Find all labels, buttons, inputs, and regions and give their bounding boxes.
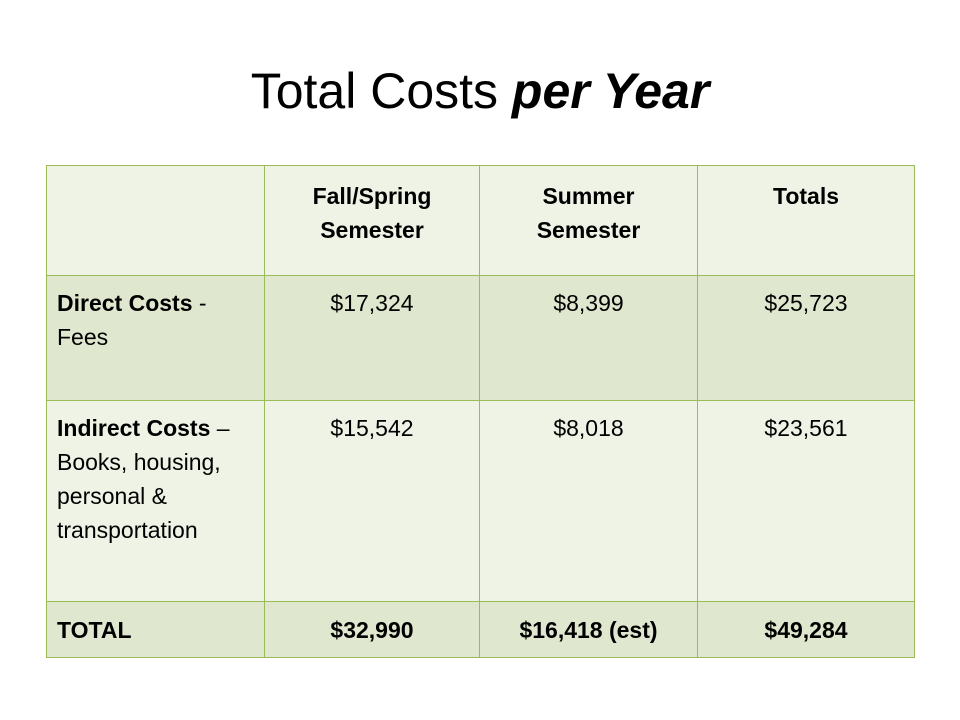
header-fall-spring: Fall/Spring Semester	[265, 166, 480, 276]
table-row-indirect-costs	[47, 401, 915, 602]
row-label-direct-costs	[47, 276, 265, 401]
cell-total-grand: $49,284	[698, 602, 915, 658]
cell-total-summer: $16,418 (est)	[480, 602, 698, 658]
cell-total-fall-spring: $32,990	[265, 602, 480, 658]
title-emphasis: per Year	[511, 63, 710, 119]
row-label-strong: Indirect Costs	[57, 415, 211, 441]
cell-indirect-summer: $8,018	[480, 401, 698, 602]
cell-direct-summer: $8,399	[480, 276, 698, 401]
row-label-detail: - Fees	[57, 290, 207, 350]
row-label-total: TOTAL	[47, 602, 265, 658]
header-empty-cell	[47, 166, 265, 276]
slide-title	[0, 56, 960, 126]
cell-direct-fall-spring: $17,324	[265, 276, 480, 401]
header-summer: Summer Semester	[480, 166, 698, 276]
table-row-direct-costs	[47, 276, 915, 401]
row-label-indirect-costs	[47, 401, 265, 602]
costs-table	[46, 165, 915, 658]
row-label-strong: Direct Costs	[57, 290, 193, 316]
cell-indirect-total: $23,561	[698, 401, 915, 602]
cell-indirect-fall-spring: $15,542	[265, 401, 480, 602]
title-main: Total Costs	[250, 63, 512, 119]
cell-direct-total: $25,723	[698, 276, 915, 401]
row-label-detail: – Books, housing, personal & transportation	[57, 415, 230, 543]
table-row-total	[47, 602, 915, 658]
header-totals: Totals	[698, 166, 915, 276]
header-row	[47, 166, 915, 276]
